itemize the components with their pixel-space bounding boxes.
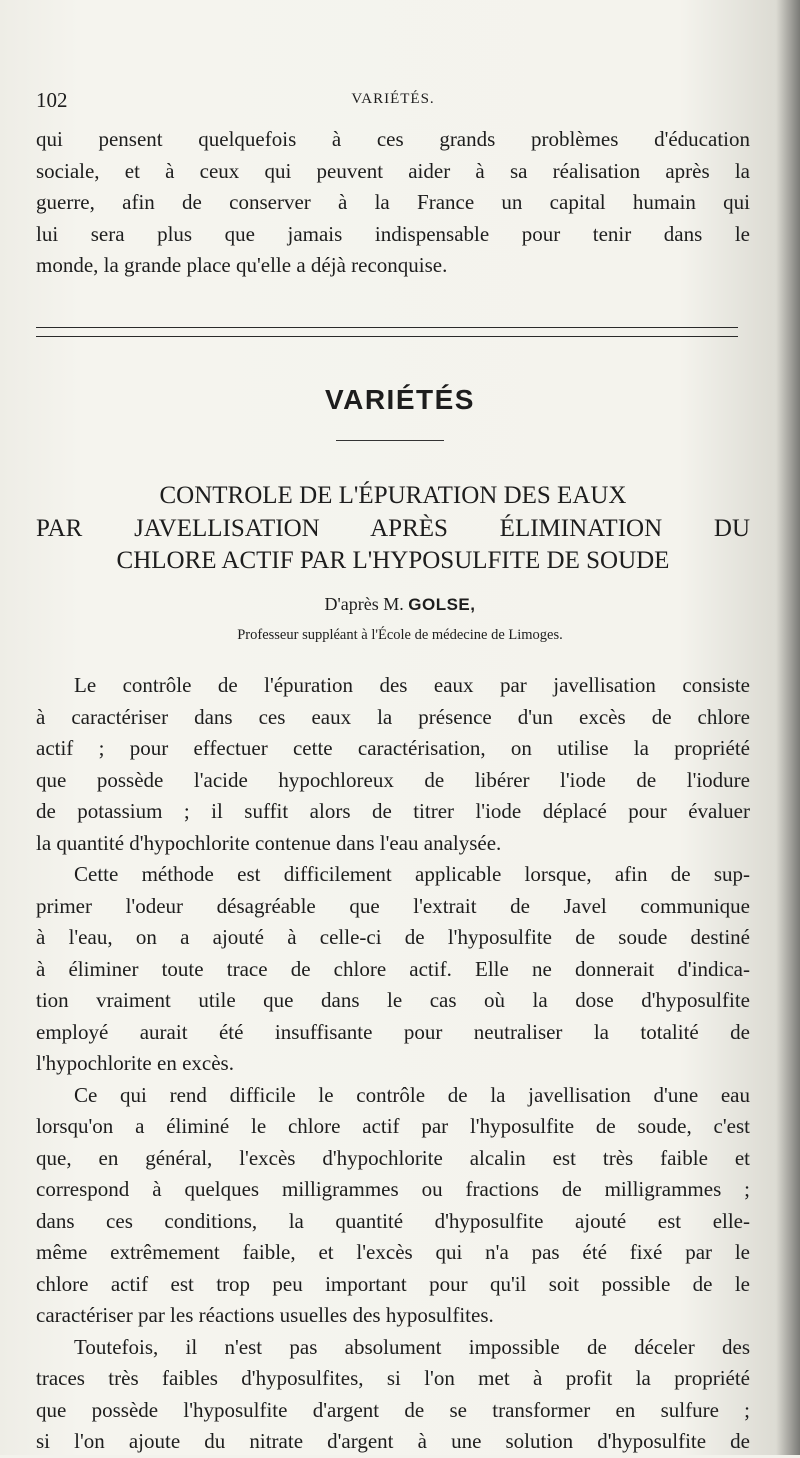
text-line: tion vraiment utile que dans le cas où la dose d'hyposulfite bbox=[36, 988, 750, 1012]
page-header bbox=[36, 88, 750, 116]
author-affiliation: Professeur suppléant à l'École de médecine de Limoges. bbox=[237, 627, 563, 643]
article-title bbox=[36, 480, 750, 578]
continuation-paragraph bbox=[36, 124, 750, 282]
text-line: de potassium ; il suffit alors de titrer l'iode déplacé pour évaluer bbox=[36, 799, 750, 823]
text-line: que, en général, l'excès d'hypochlorite alcalin est très faible et bbox=[36, 1145, 750, 1170]
text-line: à éliminer toute trace de chlore actif. Elle ne donnerait d'indica- bbox=[36, 956, 750, 981]
page-number: 102 bbox=[36, 88, 68, 112]
article-body bbox=[36, 670, 750, 1458]
author-name: GOLSE, bbox=[408, 595, 476, 614]
article-title-line: CONTROLE DE L'ÉPURATION DES EAUX bbox=[159, 482, 627, 509]
text-line: à l'eau, on a ajouté à celle-ci de l'hyposulfite de soude destiné bbox=[36, 925, 750, 949]
author-prefix: D'après M. bbox=[324, 594, 404, 614]
text-line: correspond à quelques milligrammes ou fractions de milligrammes ; bbox=[36, 1177, 750, 1201]
text-line: que possède l'acide hypochloreux de libérer l'iode de l'iodure bbox=[36, 767, 750, 792]
running-head: VARIÉTÉS. bbox=[351, 91, 435, 107]
text-line: que possède l'hyposulfite d'argent de se transformer en sulfure ; bbox=[36, 1397, 750, 1422]
text-line: Cette méthode est difficilement applicable lorsque, afin de sup- bbox=[74, 862, 750, 886]
section-title: VARIÉTÉS bbox=[325, 384, 475, 415]
text-line: Le contrôle de l'épuration des eaux par javellisation consiste bbox=[74, 673, 750, 697]
text-line: l'hypochlorite en excès. bbox=[36, 1051, 234, 1075]
text-line: chlore actif est trop peu important pour qu'il soit possible de le bbox=[36, 1271, 750, 1296]
text-line: sociale, et à ceux qui peuvent aider à sa réalisation après la bbox=[36, 158, 750, 183]
text-line: qui pensent quelquefois à ces grands problèmes d'éducation bbox=[36, 127, 750, 151]
text-line: monde, la grande place qu'elle a déjà reconquise. bbox=[36, 253, 448, 277]
text-line: lui sera plus que jamais indispensable pour tenir dans le bbox=[36, 221, 750, 246]
text-line: Ce qui rend difficile le contrôle de la javellisation d'une eau bbox=[74, 1082, 750, 1107]
article-title-line: PAR JAVELLISATION APRÈS ÉLIMINATION DU bbox=[36, 514, 750, 542]
double-divider bbox=[36, 327, 738, 337]
text-line: actif ; pour effectuer cette caractérisation, on utilise la propriété bbox=[36, 736, 750, 760]
text-line: si l'on ajoute du nitrate d'argent à une solution d'hyposulfite de bbox=[36, 1429, 750, 1453]
text-line: guerre, afin de conserver à la France un capital humain qui bbox=[36, 190, 750, 214]
article-title-line: CHLORE ACTIF PAR L'HYPOSULFITE DE SOUDE bbox=[116, 547, 670, 574]
text-line: Toutefois, il n'est pas absolument impossible de déceler des bbox=[74, 1334, 750, 1359]
text-line: dans ces conditions, la quantité d'hyposulfite ajouté est elle- bbox=[36, 1208, 750, 1233]
title-underline bbox=[336, 440, 444, 441]
text-line: employé aurait été insuffisante pour neutraliser la totalité de bbox=[36, 1019, 750, 1044]
text-line: caractériser par les réactions usuelles des hyposulfites. bbox=[36, 1303, 494, 1327]
text-line: à caractériser dans ces eaux la présence d'un excès de chlore bbox=[36, 704, 750, 729]
text-line: primer l'odeur désagréable que l'extrait de Javel communique bbox=[36, 893, 750, 918]
text-line: même extrêmement faible, et l'excès qui n'a pas été fixé par le bbox=[36, 1240, 750, 1264]
text-line: traces très faibles d'hyposulfites, si l'on met à profit la propriété bbox=[36, 1366, 750, 1390]
text-line: lorsqu'on a éliminé le chlore actif par l'hyposulfite de soude, c'est bbox=[36, 1114, 750, 1138]
text-line: la quantité d'hypochlorite contenue dans l'eau analysée. bbox=[36, 830, 502, 855]
author-line bbox=[0, 594, 800, 615]
